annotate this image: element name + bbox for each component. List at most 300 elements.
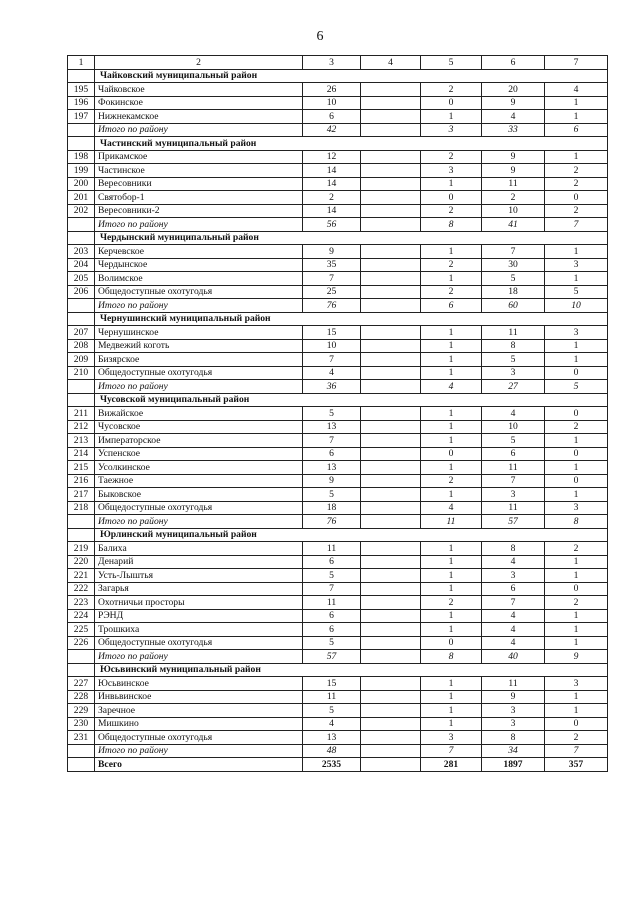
value-cell-col7: 1 — [545, 353, 608, 367]
value-cell-col3: 76 — [303, 299, 361, 313]
hunting-ground-name: Бизярское — [95, 353, 303, 367]
value-cell-col4 — [361, 339, 421, 353]
value-cell-col4 — [361, 488, 421, 502]
row-number: 230 — [68, 717, 95, 731]
district-subtotal-row — [68, 218, 608, 232]
value-cell-col4 — [361, 407, 421, 421]
value-cell-col6: 4 — [482, 407, 545, 421]
table-row — [68, 164, 608, 178]
row-number: 213 — [68, 434, 95, 448]
column-header-row — [68, 56, 608, 70]
district-name: Чернушинский муниципальный район — [95, 312, 608, 326]
value-cell-col5: 1 — [421, 677, 482, 691]
table-row — [68, 690, 608, 704]
value-cell-col6: 11 — [482, 677, 545, 691]
hunting-ground-name: Трошкиха — [95, 623, 303, 637]
value-cell-col6: 7 — [482, 474, 545, 488]
table-row — [68, 474, 608, 488]
table-row — [68, 582, 608, 596]
row-number: 206 — [68, 285, 95, 299]
hunting-ground-name: Балиха — [95, 542, 303, 556]
table-row — [68, 407, 608, 421]
value-cell-col7: 3 — [545, 326, 608, 340]
value-cell-col7: 5 — [545, 285, 608, 299]
value-cell-col5: 1 — [421, 690, 482, 704]
table-row — [68, 83, 608, 97]
table-row — [68, 285, 608, 299]
district-name: Чердынский муниципальный район — [95, 231, 608, 245]
row-number: 199 — [68, 164, 95, 178]
value-cell-col7: 1 — [545, 623, 608, 637]
row-number: 207 — [68, 326, 95, 340]
value-cell-col6: 27 — [482, 380, 545, 394]
hunting-ground-name: Итого по району — [95, 123, 303, 137]
value-cell-col6: 9 — [482, 150, 545, 164]
value-cell-col5: 2 — [421, 285, 482, 299]
hunting-ground-name: Общедоступные охотугодья — [95, 636, 303, 650]
value-cell-col7: 0 — [545, 447, 608, 461]
value-cell-col6: 5 — [482, 434, 545, 448]
table-row — [68, 704, 608, 718]
hunting-ground-name: Успенское — [95, 447, 303, 461]
hunting-ground-name: Усолкинское — [95, 461, 303, 475]
row-number: 202 — [68, 204, 95, 218]
hunting-ground-name: Вересовники — [95, 177, 303, 191]
value-cell-col4 — [361, 731, 421, 745]
value-cell-col4 — [361, 204, 421, 218]
value-cell-col7: 1 — [545, 245, 608, 259]
value-cell-col6: 11 — [482, 501, 545, 515]
hunting-ground-name: Охотничьи просторы — [95, 596, 303, 610]
value-cell-col5: 2 — [421, 474, 482, 488]
value-cell-col3: 5 — [303, 704, 361, 718]
value-cell-col5: 1 — [421, 582, 482, 596]
value-cell-col7: 1 — [545, 636, 608, 650]
row-number: 229 — [68, 704, 95, 718]
grand-total-row — [68, 758, 608, 772]
value-cell-col5: 1 — [421, 569, 482, 583]
row-number: 216 — [68, 474, 95, 488]
value-cell-col6: 4 — [482, 623, 545, 637]
value-cell-col3: 11 — [303, 690, 361, 704]
value-cell-col6: 4 — [482, 555, 545, 569]
table-row — [68, 636, 608, 650]
value-cell-col3: 76 — [303, 515, 361, 529]
value-cell-col4 — [361, 272, 421, 286]
hunting-ground-name: Итого по району — [95, 744, 303, 758]
value-cell-col7: 1 — [545, 461, 608, 475]
table-row — [68, 96, 608, 110]
table-row — [68, 366, 608, 380]
value-cell-col5: 3 — [421, 164, 482, 178]
value-cell-col4 — [361, 501, 421, 515]
hunting-ground-name: Общедоступные охотугодья — [95, 501, 303, 515]
value-cell-col6: 60 — [482, 299, 545, 313]
hunting-ground-name: Итого по району — [95, 650, 303, 664]
value-cell-col7: 2 — [545, 596, 608, 610]
value-cell-col5: 1 — [421, 434, 482, 448]
value-cell-col3: 13 — [303, 461, 361, 475]
table-row — [68, 555, 608, 569]
hunting-ground-name: Общедоступные охотугодья — [95, 366, 303, 380]
value-cell-col3: 10 — [303, 339, 361, 353]
row-number: 217 — [68, 488, 95, 502]
table-row — [68, 245, 608, 259]
value-cell-col7: 2 — [545, 177, 608, 191]
value-cell-col7: 5 — [545, 380, 608, 394]
value-cell-col6: 8 — [482, 339, 545, 353]
value-cell-col4 — [361, 636, 421, 650]
value-cell-col3: 4 — [303, 366, 361, 380]
value-cell-col4 — [361, 96, 421, 110]
value-cell-col4 — [361, 191, 421, 205]
value-cell-col3: 18 — [303, 501, 361, 515]
table-row — [68, 339, 608, 353]
hunting-ground-name: Быковское — [95, 488, 303, 502]
column-header: 1 — [68, 56, 95, 70]
value-cell-col3: 25 — [303, 285, 361, 299]
value-cell-col6: 1897 — [482, 758, 545, 772]
value-cell-col4 — [361, 447, 421, 461]
hunting-ground-name: Медвежий коготь — [95, 339, 303, 353]
district-name: Юрлинский муниципальный район — [95, 528, 608, 542]
value-cell-col6: 3 — [482, 488, 545, 502]
row-number: 208 — [68, 339, 95, 353]
row-number — [68, 515, 95, 529]
value-cell-col3: 13 — [303, 420, 361, 434]
value-cell-col3: 42 — [303, 123, 361, 137]
column-header: 4 — [361, 56, 421, 70]
district-header-row — [68, 663, 608, 677]
value-cell-col3: 6 — [303, 609, 361, 623]
hunting-ground-name: Чайковское — [95, 83, 303, 97]
row-number: 225 — [68, 623, 95, 637]
value-cell-col6: 3 — [482, 366, 545, 380]
district-number-cell — [68, 312, 95, 326]
value-cell-col5: 1 — [421, 542, 482, 556]
value-cell-col7: 3 — [545, 677, 608, 691]
table-row — [68, 542, 608, 556]
value-cell-col7: 2 — [545, 204, 608, 218]
district-name: Юсьвинский муниципальный район — [95, 663, 608, 677]
value-cell-col5: 2 — [421, 150, 482, 164]
row-number: 214 — [68, 447, 95, 461]
value-cell-col6: 9 — [482, 690, 545, 704]
row-number: 198 — [68, 150, 95, 164]
row-number: 226 — [68, 636, 95, 650]
value-cell-col4 — [361, 744, 421, 758]
row-number: 231 — [68, 731, 95, 745]
value-cell-col4 — [361, 717, 421, 731]
value-cell-col4 — [361, 380, 421, 394]
value-cell-col5: 2 — [421, 204, 482, 218]
value-cell-col5: 1 — [421, 177, 482, 191]
hunting-ground-name: Мишкино — [95, 717, 303, 731]
column-header: 3 — [303, 56, 361, 70]
table-row — [68, 501, 608, 515]
value-cell-col6: 11 — [482, 177, 545, 191]
value-cell-col6: 7 — [482, 596, 545, 610]
value-cell-col4 — [361, 110, 421, 124]
district-number-cell — [68, 393, 95, 407]
value-cell-col5: 11 — [421, 515, 482, 529]
value-cell-col5: 1 — [421, 461, 482, 475]
district-name: Частинский муниципальный район — [95, 137, 608, 151]
column-header: 6 — [482, 56, 545, 70]
row-number: 201 — [68, 191, 95, 205]
value-cell-col6: 7 — [482, 245, 545, 259]
value-cell-col7: 10 — [545, 299, 608, 313]
row-number — [68, 758, 95, 772]
district-name: Чусовской муниципальный район — [95, 393, 608, 407]
value-cell-col7: 2 — [545, 731, 608, 745]
value-cell-col4 — [361, 461, 421, 475]
value-cell-col5: 2 — [421, 83, 482, 97]
value-cell-col7: 1 — [545, 690, 608, 704]
hunting-ground-name: Таежное — [95, 474, 303, 488]
value-cell-col3: 57 — [303, 650, 361, 664]
value-cell-col4 — [361, 623, 421, 637]
district-number-cell — [68, 528, 95, 542]
value-cell-col4 — [361, 542, 421, 556]
table-row — [68, 623, 608, 637]
district-header-row — [68, 137, 608, 151]
hunting-ground-name: Всего — [95, 758, 303, 772]
row-number: 197 — [68, 110, 95, 124]
value-cell-col5: 1 — [421, 555, 482, 569]
value-cell-col3: 14 — [303, 177, 361, 191]
value-cell-col3: 6 — [303, 447, 361, 461]
value-cell-col3: 9 — [303, 474, 361, 488]
district-subtotal-row — [68, 123, 608, 137]
value-cell-col4 — [361, 582, 421, 596]
value-cell-col7: 2 — [545, 420, 608, 434]
hunting-ground-name: Инвьвинское — [95, 690, 303, 704]
value-cell-col5: 1 — [421, 110, 482, 124]
value-cell-col3: 5 — [303, 636, 361, 650]
value-cell-col6: 3 — [482, 704, 545, 718]
row-number: 212 — [68, 420, 95, 434]
table-row — [68, 150, 608, 164]
district-number-cell — [68, 69, 95, 83]
district-header-row — [68, 69, 608, 83]
table-row — [68, 272, 608, 286]
hunting-ground-name: Императорское — [95, 434, 303, 448]
value-cell-col5: 1 — [421, 488, 482, 502]
value-cell-col5: 1 — [421, 717, 482, 731]
value-cell-col7: 2 — [545, 542, 608, 556]
value-cell-col6: 4 — [482, 636, 545, 650]
value-cell-col7: 0 — [545, 717, 608, 731]
value-cell-col3: 56 — [303, 218, 361, 232]
row-number: 204 — [68, 258, 95, 272]
value-cell-col4 — [361, 758, 421, 772]
district-name: Чайковский муниципальный район — [95, 69, 608, 83]
value-cell-col7: 9 — [545, 650, 608, 664]
row-number — [68, 299, 95, 313]
value-cell-col3: 11 — [303, 542, 361, 556]
value-cell-col7: 0 — [545, 407, 608, 421]
value-cell-col6: 5 — [482, 272, 545, 286]
hunting-ground-name: Прикамское — [95, 150, 303, 164]
hunting-ground-name: Итого по району — [95, 299, 303, 313]
value-cell-col4 — [361, 690, 421, 704]
row-number: 196 — [68, 96, 95, 110]
hunting-ground-name: Чернушинское — [95, 326, 303, 340]
value-cell-col7: 1 — [545, 434, 608, 448]
value-cell-col4 — [361, 218, 421, 232]
district-subtotal-row — [68, 650, 608, 664]
value-cell-col6: 10 — [482, 420, 545, 434]
value-cell-col4 — [361, 704, 421, 718]
value-cell-col7: 1 — [545, 704, 608, 718]
district-subtotal-row — [68, 299, 608, 313]
row-number: 211 — [68, 407, 95, 421]
value-cell-col6: 11 — [482, 326, 545, 340]
value-cell-col3: 7 — [303, 434, 361, 448]
value-cell-col5: 7 — [421, 744, 482, 758]
value-cell-col3: 7 — [303, 353, 361, 367]
value-cell-col6: 41 — [482, 218, 545, 232]
value-cell-col5: 6 — [421, 299, 482, 313]
row-number: 203 — [68, 245, 95, 259]
value-cell-col7: 1 — [545, 110, 608, 124]
value-cell-col3: 11 — [303, 596, 361, 610]
value-cell-col4 — [361, 515, 421, 529]
value-cell-col7: 7 — [545, 744, 608, 758]
value-cell-col3: 13 — [303, 731, 361, 745]
row-number: 223 — [68, 596, 95, 610]
district-number-cell — [68, 663, 95, 677]
value-cell-col4 — [361, 258, 421, 272]
value-cell-col7: 0 — [545, 366, 608, 380]
row-number: 215 — [68, 461, 95, 475]
value-cell-col6: 6 — [482, 582, 545, 596]
value-cell-col7: 0 — [545, 582, 608, 596]
value-cell-col3: 10 — [303, 96, 361, 110]
value-cell-col7: 0 — [545, 191, 608, 205]
row-number: 222 — [68, 582, 95, 596]
row-number: 218 — [68, 501, 95, 515]
value-cell-col7: 1 — [545, 150, 608, 164]
value-cell-col3: 14 — [303, 164, 361, 178]
hunting-ground-name: Заречное — [95, 704, 303, 718]
value-cell-col4 — [361, 366, 421, 380]
row-number: 219 — [68, 542, 95, 556]
value-cell-col7: 3 — [545, 258, 608, 272]
value-cell-col3: 6 — [303, 555, 361, 569]
value-cell-col4 — [361, 326, 421, 340]
value-cell-col3: 7 — [303, 272, 361, 286]
table-row — [68, 258, 608, 272]
value-cell-col7: 1 — [545, 96, 608, 110]
value-cell-col6: 40 — [482, 650, 545, 664]
value-cell-col5: 8 — [421, 650, 482, 664]
value-cell-col4 — [361, 177, 421, 191]
hunting-ground-name: Керчевское — [95, 245, 303, 259]
value-cell-col6: 10 — [482, 204, 545, 218]
row-number — [68, 744, 95, 758]
value-cell-col5: 0 — [421, 96, 482, 110]
value-cell-col6: 2 — [482, 191, 545, 205]
hunting-ground-name: Загарья — [95, 582, 303, 596]
value-cell-col3: 4 — [303, 717, 361, 731]
value-cell-col6: 9 — [482, 96, 545, 110]
district-number-cell — [68, 231, 95, 245]
value-cell-col6: 8 — [482, 542, 545, 556]
value-cell-col4 — [361, 150, 421, 164]
table-row — [68, 596, 608, 610]
value-cell-col5: 1 — [421, 366, 482, 380]
table-row — [68, 191, 608, 205]
row-number: 200 — [68, 177, 95, 191]
table-row — [68, 204, 608, 218]
row-number: 224 — [68, 609, 95, 623]
value-cell-col7: 357 — [545, 758, 608, 772]
row-number: 220 — [68, 555, 95, 569]
district-header-row — [68, 231, 608, 245]
table-row — [68, 326, 608, 340]
value-cell-col3: 6 — [303, 110, 361, 124]
hunting-ground-name: Волимское — [95, 272, 303, 286]
value-cell-col3: 5 — [303, 488, 361, 502]
hunting-ground-name: Общедоступные охотугодья — [95, 285, 303, 299]
value-cell-col4 — [361, 609, 421, 623]
value-cell-col6: 34 — [482, 744, 545, 758]
row-number: 221 — [68, 569, 95, 583]
value-cell-col3: 36 — [303, 380, 361, 394]
hunting-ground-name: Нижнекамское — [95, 110, 303, 124]
value-cell-col5: 1 — [421, 353, 482, 367]
value-cell-col5: 0 — [421, 636, 482, 650]
value-cell-col4 — [361, 596, 421, 610]
hunting-ground-name: Усть-Лыштья — [95, 569, 303, 583]
hunting-grounds-table — [67, 55, 608, 772]
row-number — [68, 650, 95, 664]
district-subtotal-row — [68, 515, 608, 529]
value-cell-col3: 5 — [303, 569, 361, 583]
value-cell-col3: 15 — [303, 677, 361, 691]
value-cell-col3: 12 — [303, 150, 361, 164]
column-header: 5 — [421, 56, 482, 70]
table-row — [68, 461, 608, 475]
value-cell-col5: 3 — [421, 123, 482, 137]
table-row — [68, 353, 608, 367]
value-cell-col3: 6 — [303, 623, 361, 637]
hunting-ground-name: Итого по району — [95, 218, 303, 232]
value-cell-col7: 8 — [545, 515, 608, 529]
value-cell-col6: 9 — [482, 164, 545, 178]
district-header-row — [68, 312, 608, 326]
value-cell-col7: 1 — [545, 488, 608, 502]
value-cell-col5: 1 — [421, 623, 482, 637]
value-cell-col6: 8 — [482, 731, 545, 745]
value-cell-col7: 1 — [545, 339, 608, 353]
value-cell-col3: 7 — [303, 582, 361, 596]
table-row — [68, 447, 608, 461]
value-cell-col5: 1 — [421, 704, 482, 718]
table-row — [68, 177, 608, 191]
value-cell-col4 — [361, 650, 421, 664]
hunting-ground-name: Итого по району — [95, 515, 303, 529]
value-cell-col7: 3 — [545, 501, 608, 515]
hunting-ground-name: РЭНД — [95, 609, 303, 623]
value-cell-col6: 4 — [482, 110, 545, 124]
page-number: 6 — [316, 29, 324, 44]
value-cell-col5: 1 — [421, 272, 482, 286]
table-row — [68, 569, 608, 583]
value-cell-col4 — [361, 474, 421, 488]
